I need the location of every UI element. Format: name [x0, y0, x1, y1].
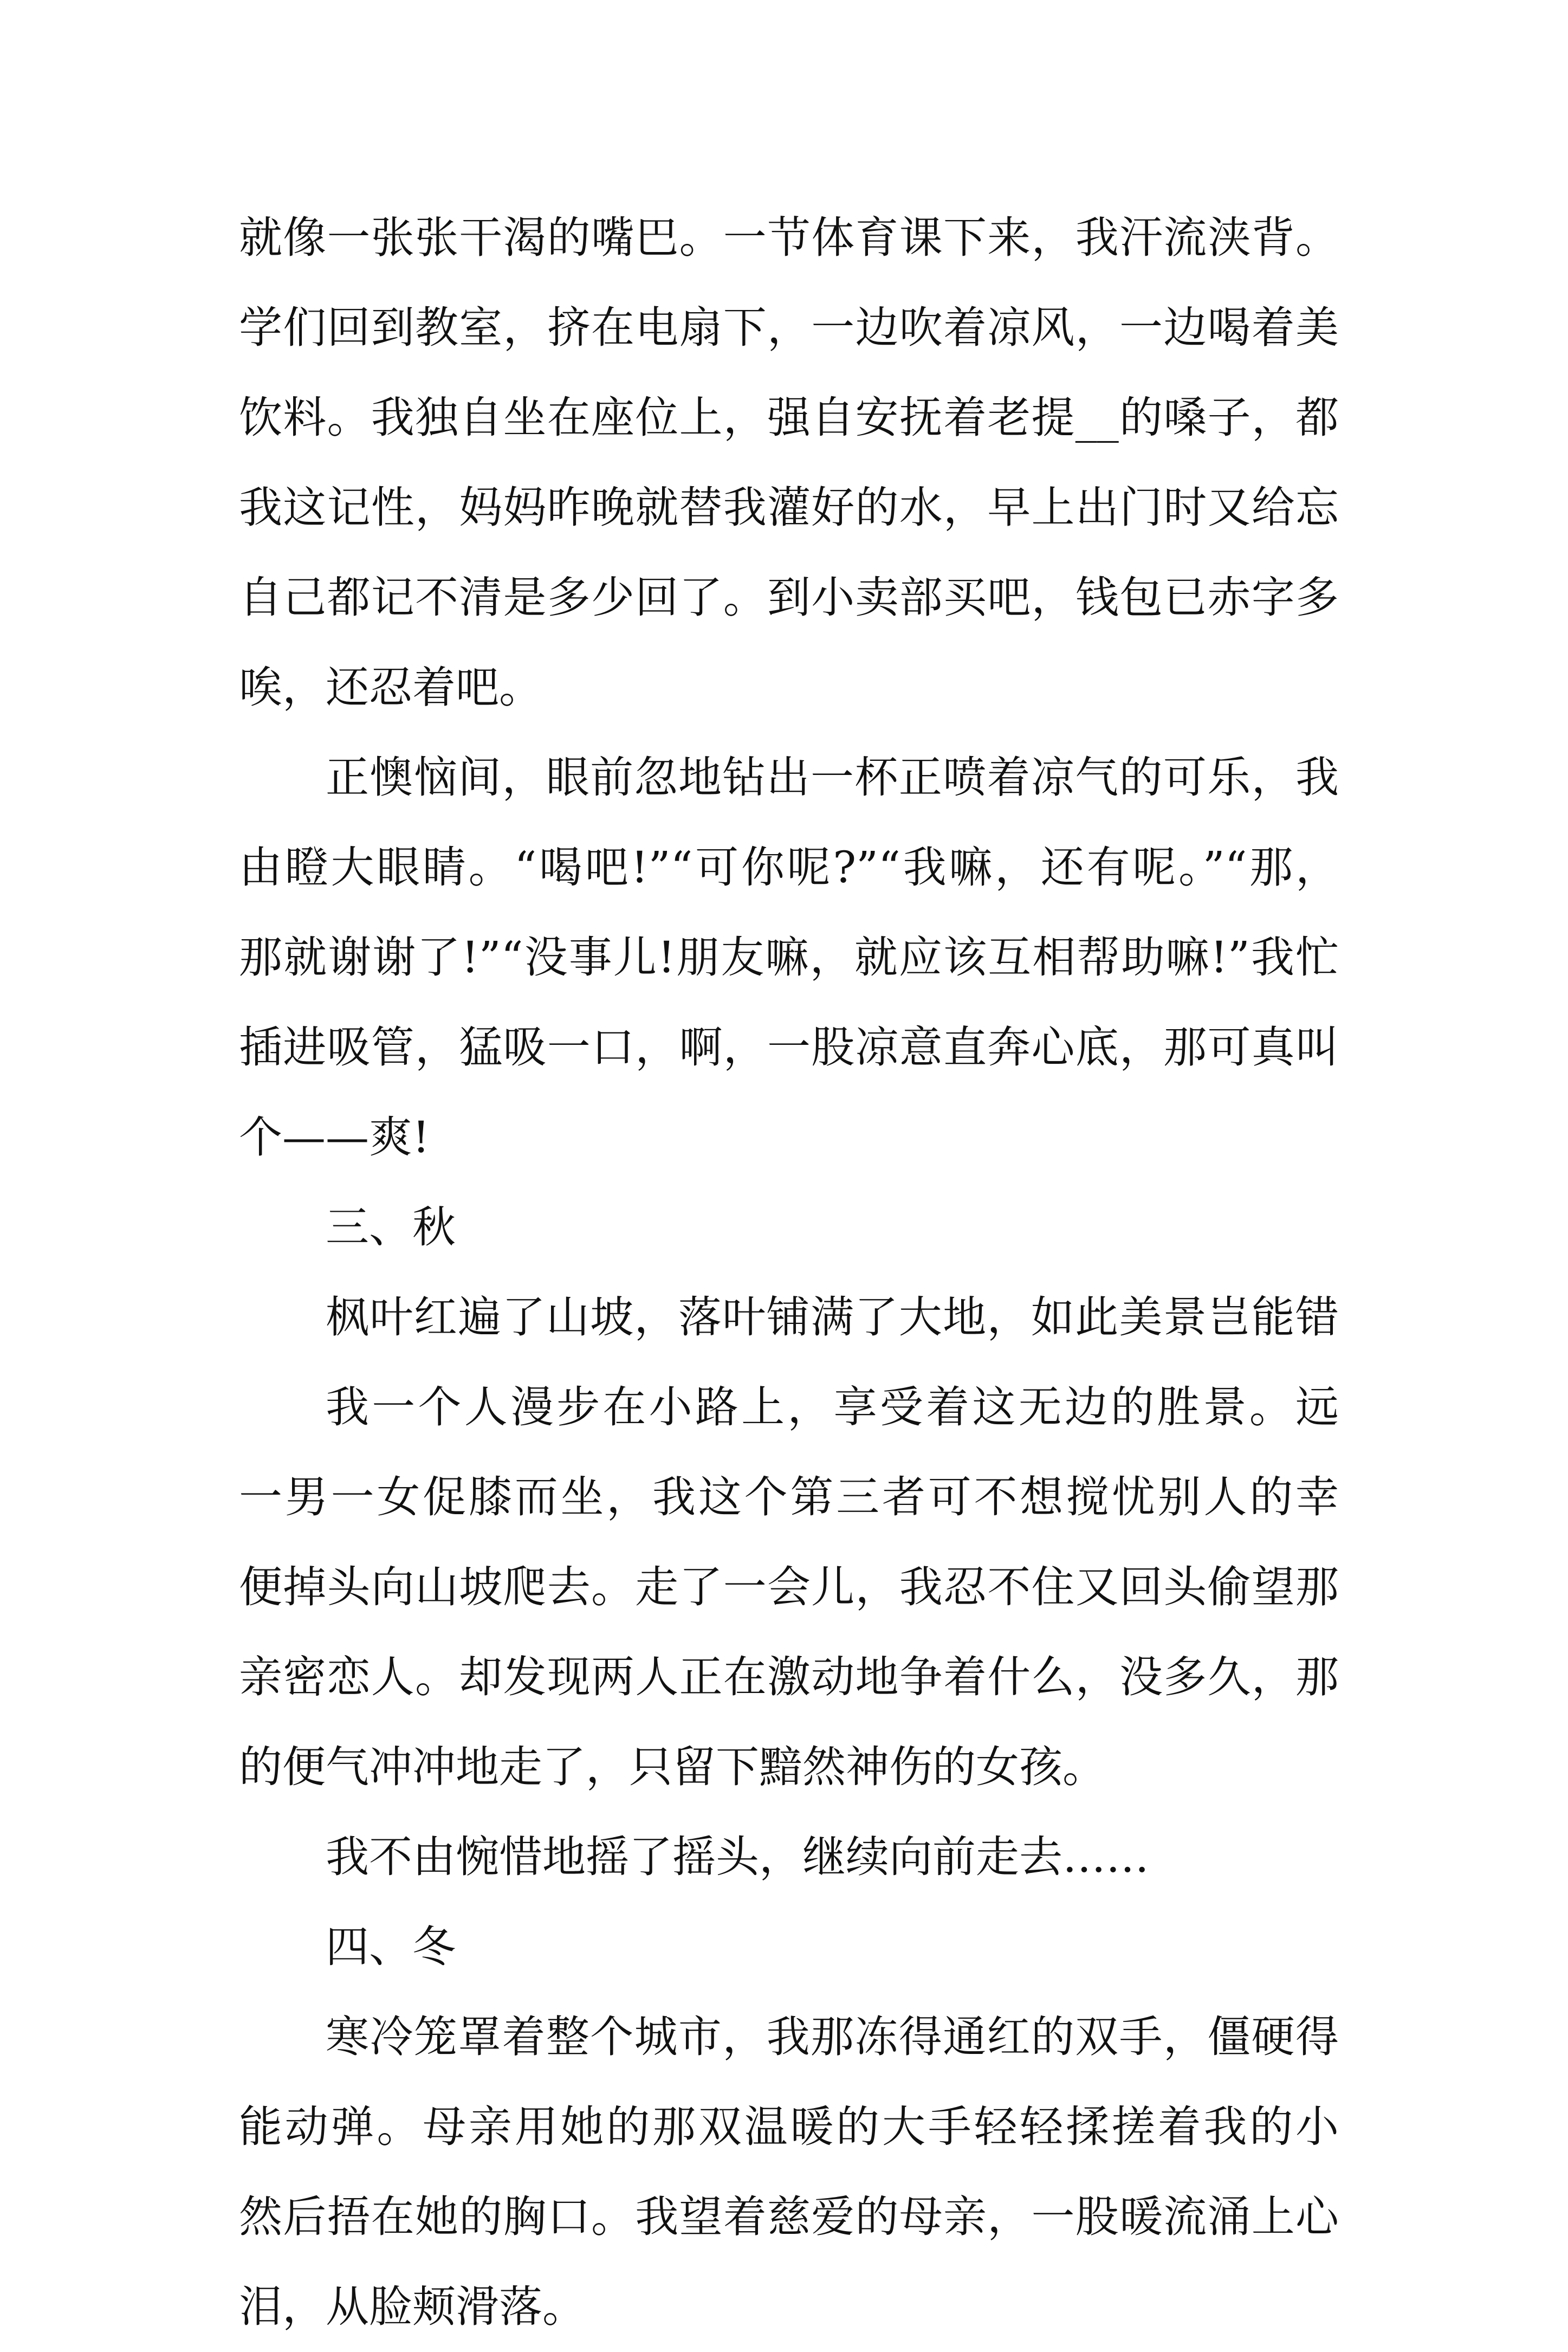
- section-heading-autumn: 三、秋: [326, 1202, 456, 1252]
- text-line: 然后捂在她的胸口。我望着慈爱的母亲，一股暖流涌上心: [239, 2192, 1339, 2242]
- text-line: 就像一张张干渴的嘴巴。一节体育课下来，我汗流浃背。: [239, 212, 1339, 263]
- text-line: 便掉头向山坡爬去。走了一会儿，我忍不住又回头偷望那: [239, 1562, 1339, 1612]
- paragraph-first-line: 寒冷笼罩着整个城市，我那冻得通红的双手，僵硬得: [326, 2012, 1339, 2062]
- text-line: 由瞪大眼睛。“喝吧!”“可你呢?”“我嘛，还有呢。”“那，: [239, 842, 1339, 893]
- text-line: 一男一女促膝而坐，我这个第三者可不想搅忧别人的幸: [239, 1472, 1339, 1522]
- text-line: 插进吸管，猛吸一口，啊，一股凉意直奔心底，那可真叫: [239, 1022, 1339, 1072]
- paragraph-first-line: 枫叶红遍了山坡，落叶铺满了大地，如此美景岂能错: [326, 1292, 1339, 1342]
- text-line: 的便气冲冲地走了，只留下黯然神伤的女孩。: [239, 1742, 1106, 1792]
- paragraph-first-line: 正懊恼间，眼前忽地钻出一杯正喷着凉气的可乐，我: [326, 752, 1339, 803]
- text-line: 我这记性，妈妈昨晚就替我灌好的水，早上出门时又给忘: [239, 482, 1339, 533]
- text-line: 那就谢谢了!”“没事儿!朋友嘛，就应该互相帮助嘛!”我忙: [239, 932, 1339, 983]
- document-body: [239, 193, 1339, 2352]
- text-line: 唉，还忍着吧。: [239, 662, 542, 713]
- text-line: 个——爽!: [239, 1112, 430, 1162]
- text-line: 能动弹。母亲用她的那双温暖的大手轻轻揉搓着我的小: [239, 2102, 1339, 2152]
- text-line: 自己都记不清是多少回了。到小卖部买吧，钱包已赤字多: [239, 572, 1339, 623]
- text-line: 饮料。我独自坐在座位上，强自安抚着老提__的嗓子，都: [239, 392, 1339, 443]
- text-line: 泪，从脸颊滑落。: [239, 2282, 586, 2332]
- text-line: 亲密恋人。却发现两人正在激动地争着什么，没多久，那: [239, 1652, 1339, 1702]
- text-line: 学们回到教室，挤在电扇下，一边吹着凉风，一边喝着美: [239, 302, 1339, 353]
- section-heading-winter: 四、冬: [326, 1922, 456, 1972]
- paragraph-first-line: 我一个人漫步在小路上，享受着这无边的胜景。远: [326, 1382, 1339, 1432]
- paragraph-first-line: 我不由惋惜地摇了摇头，继续向前走去……: [326, 1832, 1149, 1882]
